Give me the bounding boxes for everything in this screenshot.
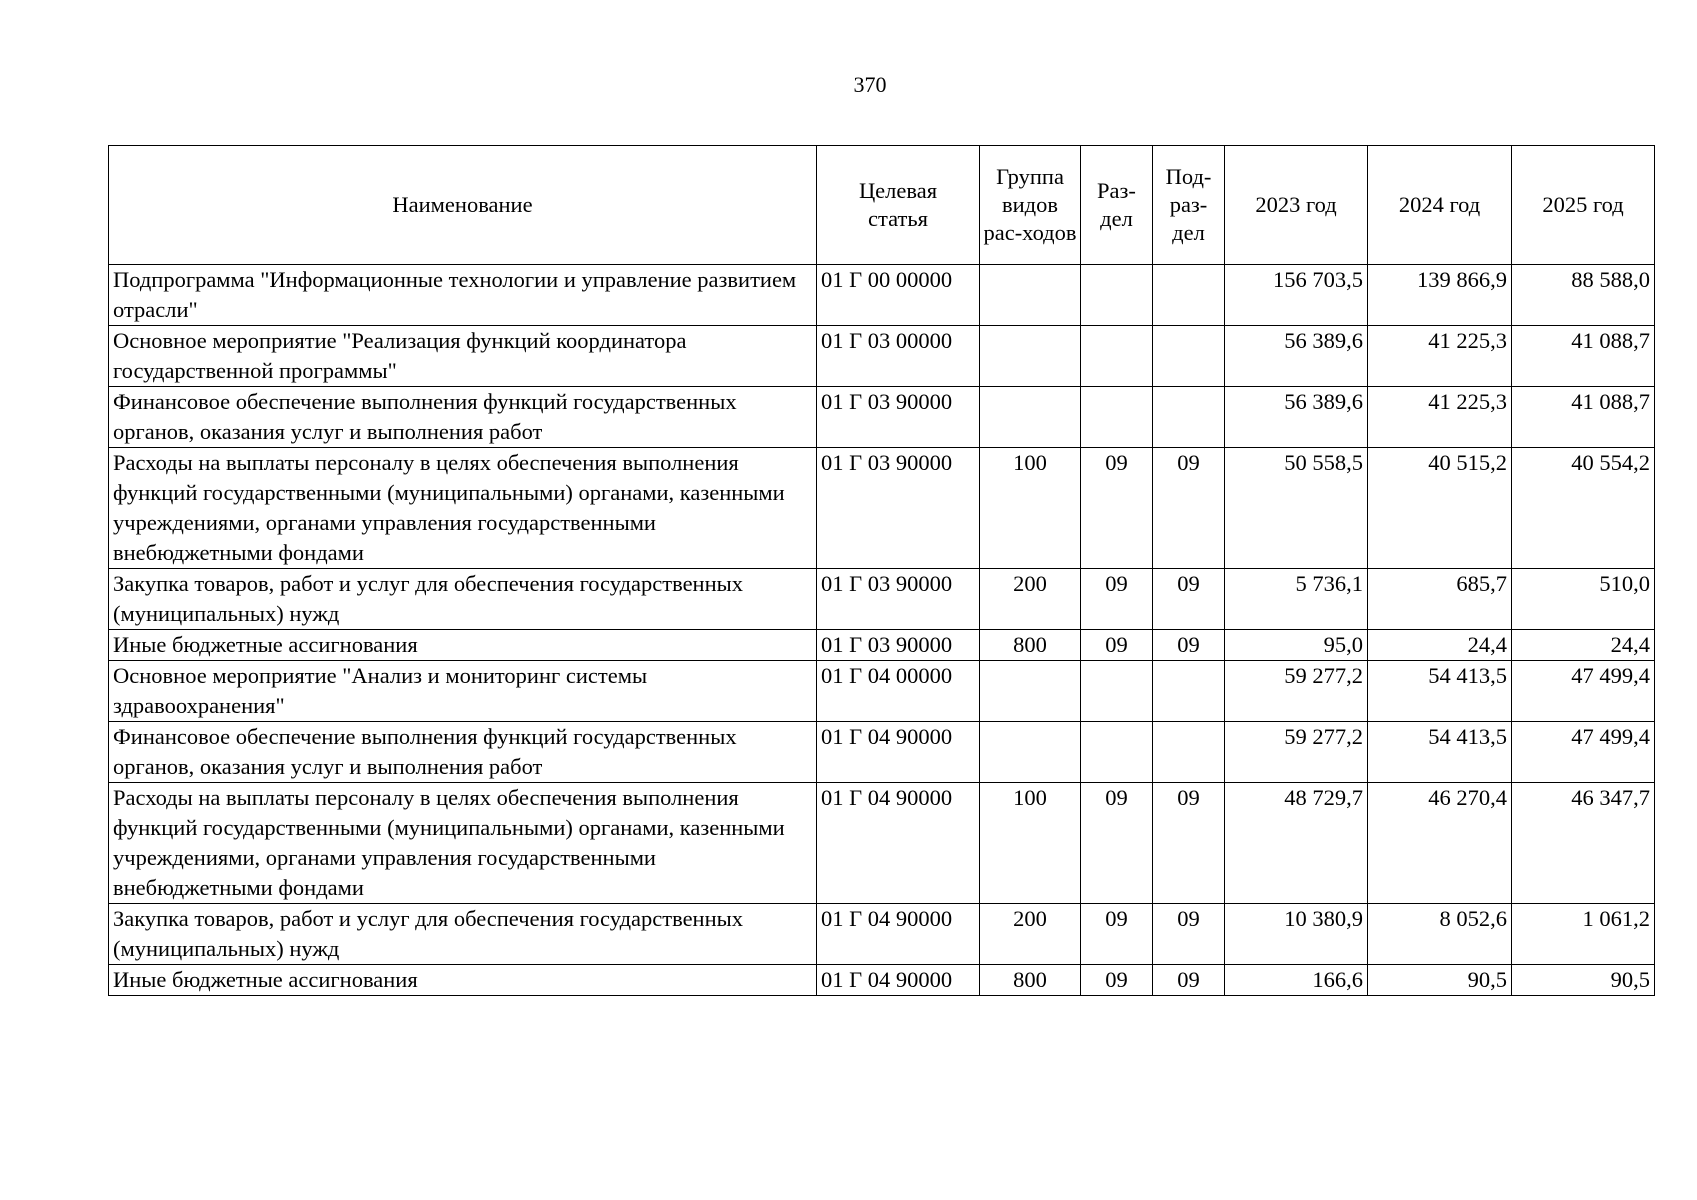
cell-amount-2023: 59 277,2 [1225, 661, 1368, 722]
cell-name: Подпрограмма "Информационные технологии и управление развитием отрасли" [109, 265, 817, 326]
cell-expense-group: 800 [980, 965, 1081, 996]
cell-amount-2023: 10 380,9 [1225, 904, 1368, 965]
cell-section [1081, 265, 1153, 326]
cell-target-article: 01 Г 03 90000 [817, 448, 980, 569]
cell-amount-2025: 47 499,4 [1512, 722, 1655, 783]
cell-amount-2024: 46 270,4 [1368, 783, 1512, 904]
table-row [109, 448, 1655, 569]
cell-expense-group: 200 [980, 904, 1081, 965]
cell-amount-2025: 41 088,7 [1512, 387, 1655, 448]
cell-section: 09 [1081, 965, 1153, 996]
table-row [109, 387, 1655, 448]
cell-amount-2025: 46 347,7 [1512, 783, 1655, 904]
table-row [109, 783, 1655, 904]
cell-name: Закупка товаров, работ и услуг для обеспечения государственных (муниципальных) нужд [109, 569, 817, 630]
cell-expense-group: 100 [980, 783, 1081, 904]
table-body [109, 265, 1655, 996]
cell-subsection: 09 [1153, 965, 1225, 996]
cell-amount-2025: 24,4 [1512, 630, 1655, 661]
table-row [109, 904, 1655, 965]
cell-amount-2023: 59 277,2 [1225, 722, 1368, 783]
header-target-text: Целевая статья [858, 178, 938, 231]
cell-subsection: 09 [1153, 569, 1225, 630]
cell-name: Расходы на выплаты персоналу в целях обеспечения выполнения функций государственными (муниципальными) органами, казенными учреждениями, органами управления государственными внебюджетными фондами [109, 448, 817, 569]
cell-subsection [1153, 661, 1225, 722]
cell-amount-2025: 41 088,7 [1512, 326, 1655, 387]
cell-target-article: 01 Г 03 90000 [817, 569, 980, 630]
cell-section [1081, 661, 1153, 722]
cell-amount-2024: 54 413,5 [1368, 722, 1512, 783]
table-row [109, 569, 1655, 630]
cell-expense-group [980, 661, 1081, 722]
cell-amount-2023: 156 703,5 [1225, 265, 1368, 326]
cell-section [1081, 722, 1153, 783]
cell-amount-2023: 48 729,7 [1225, 783, 1368, 904]
cell-target-article: 01 Г 04 00000 [817, 661, 980, 722]
header-year-2023: 2023 год [1225, 146, 1368, 265]
cell-target-article: 01 Г 03 00000 [817, 326, 980, 387]
cell-section [1081, 326, 1153, 387]
cell-name: Иные бюджетные ассигнования [109, 630, 817, 661]
table-row [109, 265, 1655, 326]
header-target-article [817, 146, 980, 265]
table-row [109, 630, 1655, 661]
table-row [109, 661, 1655, 722]
table-row [109, 326, 1655, 387]
cell-section: 09 [1081, 569, 1153, 630]
cell-subsection: 09 [1153, 630, 1225, 661]
header-year-2024: 2024 год [1368, 146, 1512, 265]
cell-target-article: 01 Г 00 00000 [817, 265, 980, 326]
cell-target-article: 01 Г 04 90000 [817, 965, 980, 996]
cell-amount-2024: 24,4 [1368, 630, 1512, 661]
cell-amount-2025: 40 554,2 [1512, 448, 1655, 569]
cell-amount-2025: 1 061,2 [1512, 904, 1655, 965]
cell-expense-group: 200 [980, 569, 1081, 630]
cell-target-article: 01 Г 04 90000 [817, 783, 980, 904]
cell-amount-2025: 47 499,4 [1512, 661, 1655, 722]
cell-target-article: 01 Г 04 90000 [817, 722, 980, 783]
cell-amount-2024: 90,5 [1368, 965, 1512, 996]
cell-expense-group [980, 387, 1081, 448]
cell-amount-2024: 41 225,3 [1368, 326, 1512, 387]
cell-expense-group: 100 [980, 448, 1081, 569]
cell-section [1081, 387, 1153, 448]
cell-section: 09 [1081, 630, 1153, 661]
cell-target-article: 01 Г 03 90000 [817, 387, 980, 448]
cell-amount-2024: 54 413,5 [1368, 661, 1512, 722]
cell-amount-2025: 90,5 [1512, 965, 1655, 996]
cell-subsection: 09 [1153, 904, 1225, 965]
cell-target-article: 01 Г 03 90000 [817, 630, 980, 661]
cell-amount-2023: 95,0 [1225, 630, 1368, 661]
header-year-2025: 2025 год [1512, 146, 1655, 265]
cell-amount-2024: 139 866,9 [1368, 265, 1512, 326]
table-row [109, 965, 1655, 996]
table-row [109, 722, 1655, 783]
cell-amount-2023: 56 389,6 [1225, 326, 1368, 387]
cell-name: Финансовое обеспечение выполнения функций государственных органов, оказания услуг и выполнения работ [109, 722, 817, 783]
cell-expense-group [980, 722, 1081, 783]
header-section: Раз-дел [1081, 146, 1153, 265]
cell-subsection: 09 [1153, 448, 1225, 569]
page-number: 370 [853, 72, 887, 97]
cell-expense-group [980, 265, 1081, 326]
table-header-row [109, 146, 1655, 265]
cell-name: Финансовое обеспечение выполнения функций государственных органов, оказания услуг и выполнения работ [109, 387, 817, 448]
cell-section: 09 [1081, 448, 1153, 569]
cell-name: Закупка товаров, работ и услуг для обеспечения государственных (муниципальных) нужд [109, 904, 817, 965]
cell-amount-2023: 56 389,6 [1225, 387, 1368, 448]
cell-subsection: 09 [1153, 783, 1225, 904]
cell-amount-2024: 8 052,6 [1368, 904, 1512, 965]
cell-amount-2025: 510,0 [1512, 569, 1655, 630]
cell-expense-group: 800 [980, 630, 1081, 661]
cell-subsection [1153, 326, 1225, 387]
header-subsection: Под-раз-дел [1153, 146, 1225, 265]
budget-table [108, 145, 1655, 996]
cell-subsection [1153, 265, 1225, 326]
cell-section: 09 [1081, 904, 1153, 965]
cell-expense-group [980, 326, 1081, 387]
cell-amount-2023: 5 736,1 [1225, 569, 1368, 630]
cell-name: Иные бюджетные ассигнования [109, 965, 817, 996]
cell-amount-2024: 40 515,2 [1368, 448, 1512, 569]
cell-amount-2024: 685,7 [1368, 569, 1512, 630]
cell-target-article: 01 Г 04 90000 [817, 904, 980, 965]
cell-amount-2025: 88 588,0 [1512, 265, 1655, 326]
header-expense-group: Группа видов рас-ходов [980, 146, 1081, 265]
cell-subsection [1153, 387, 1225, 448]
cell-amount-2023: 50 558,5 [1225, 448, 1368, 569]
cell-subsection [1153, 722, 1225, 783]
header-name: Наименование [109, 146, 817, 265]
cell-name: Основное мероприятие "Анализ и мониторинг системы здравоохранения" [109, 661, 817, 722]
cell-name: Основное мероприятие "Реализация функций координатора государственной программы" [109, 326, 817, 387]
cell-name: Расходы на выплаты персоналу в целях обеспечения выполнения функций государственными (муниципальными) органами, казенными учреждениями, органами управления государственными внебюджетными фондами [109, 783, 817, 904]
cell-amount-2024: 41 225,3 [1368, 387, 1512, 448]
cell-amount-2023: 166,6 [1225, 965, 1368, 996]
cell-section: 09 [1081, 783, 1153, 904]
